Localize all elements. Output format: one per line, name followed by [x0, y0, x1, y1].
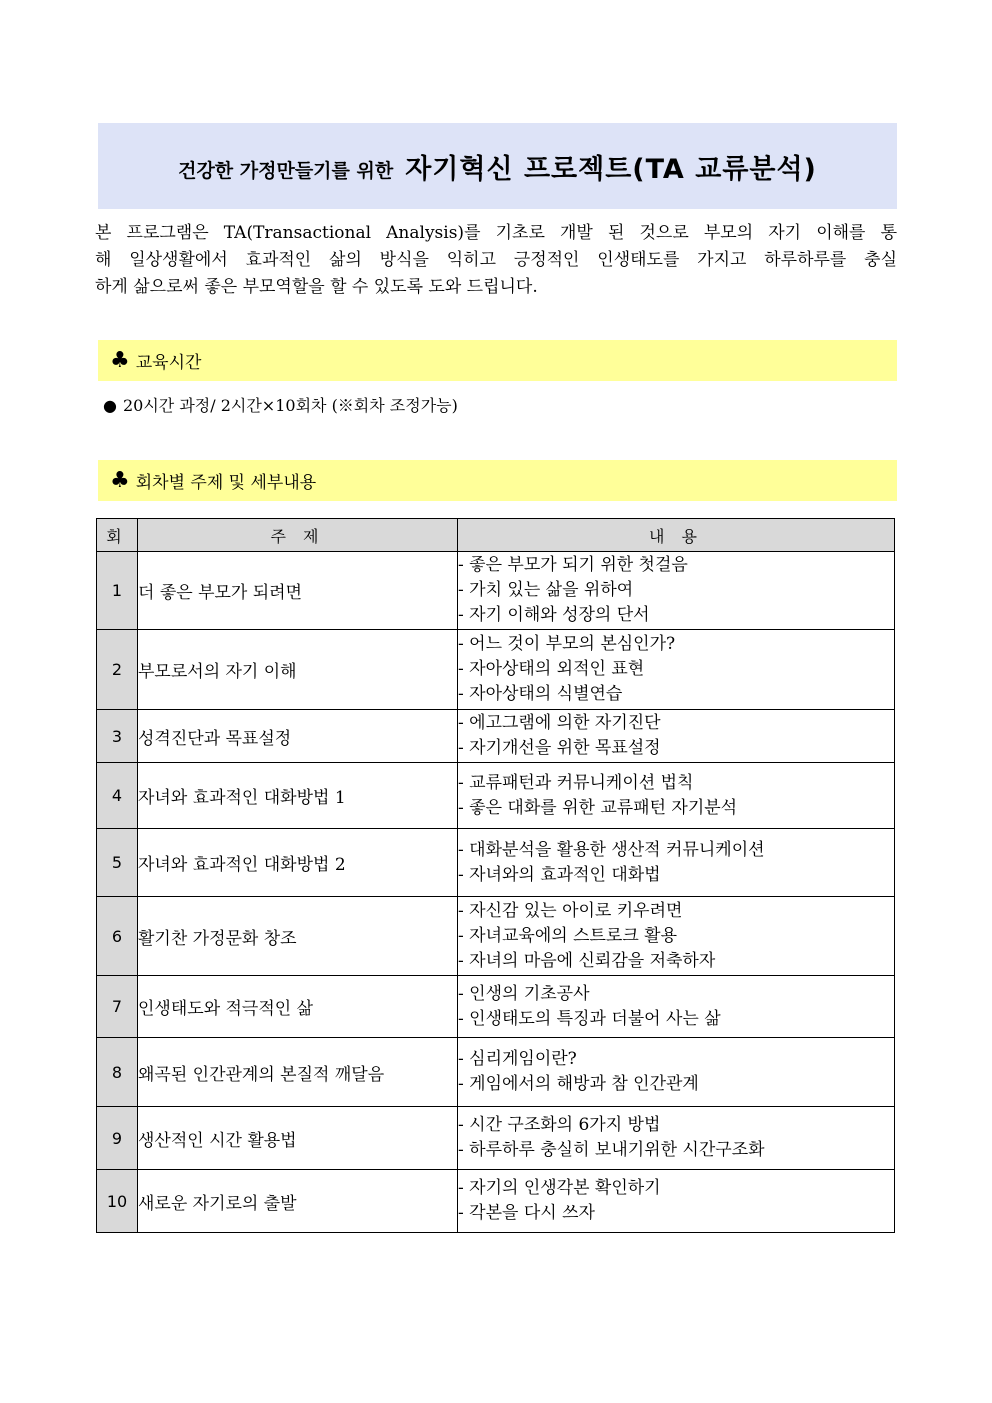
section-schedule [98, 460, 897, 501]
session-content [458, 630, 895, 710]
title-banner [98, 123, 897, 209]
content-item: - 자기개선을 위한 목표설정 [458, 738, 661, 758]
table-row [97, 829, 895, 897]
session-number: 9 [97, 1107, 138, 1170]
session-content [458, 552, 895, 630]
session-topic: 자녀와 효과적인 대화방법 2 [138, 829, 458, 897]
header-content: 내 용 [458, 519, 895, 552]
content-item: - 좋은 대화를 위한 교류패턴 자기분석 [458, 797, 738, 818]
session-content [458, 710, 895, 763]
content-item: - 자아상태의 식별연습 [458, 684, 623, 704]
session-content [458, 1038, 895, 1107]
intro-line: 해 일상생활에서 효과적인 삶의 방식을 익히고 긍정적인 인생태도를 가지고 하루하루를 충실 [95, 250, 897, 270]
session-content [458, 976, 895, 1038]
session-topic: 활기찬 가정문화 창조 [138, 897, 458, 976]
session-content [458, 1107, 895, 1170]
section-education-time [98, 340, 897, 381]
session-content [458, 763, 895, 829]
content-item: - 좋은 부모가 되기 위한 첫걸음 [458, 555, 688, 575]
content-item: - 가치 있는 삶을 위하여 [458, 580, 634, 600]
table-row [97, 630, 895, 710]
bullet-icon: ● [103, 396, 117, 415]
club-icon: ♣ [110, 348, 130, 373]
table-row [97, 710, 895, 763]
table-row [97, 1107, 895, 1170]
session-topic: 성격진단과 목표설정 [138, 710, 458, 763]
session-content [458, 897, 895, 976]
table-header-row [97, 519, 895, 552]
section-label: 교육시간 [135, 353, 202, 373]
table-row [97, 897, 895, 976]
content-item: - 자기의 인생각본 확인하기 [458, 1178, 661, 1198]
page-title: 자기혁신 프로젝트(TA 교류분석) [405, 153, 817, 185]
content-item: - 자기 이해와 성장의 단서 [458, 605, 650, 625]
session-topic: 새로운 자기로의 출발 [138, 1170, 458, 1233]
session-number: 5 [97, 829, 138, 897]
content-item: - 자녀교육에의 스트로크 활용 [458, 925, 678, 946]
session-number: 2 [97, 630, 138, 710]
session-number: 3 [97, 710, 138, 763]
club-icon: ♣ [110, 468, 130, 493]
session-topic: 인생태도와 적극적인 삶 [138, 976, 458, 1038]
content-item: - 인생태도의 특징과 더불어 사는 삶 [458, 1008, 721, 1029]
session-number: 8 [97, 1038, 138, 1107]
education-detail-text: 20시간 과정/ 2시간×10회차 (※회차 조정가능) [122, 396, 458, 415]
content-item: - 하루하루 충실히 보내기위한 시간구조화 [458, 1140, 765, 1160]
session-number: 4 [97, 763, 138, 829]
session-topic: 왜곡된 인간관계의 본질적 깨달음 [138, 1038, 458, 1107]
schedule-table [96, 518, 895, 1233]
table-row [97, 763, 895, 829]
table-row [97, 1038, 895, 1107]
intro-line: 하게 삶으로써 좋은 부모역할을 할 수 있도록 도와 드립니다. [95, 277, 538, 297]
content-item: - 대화분석을 활용한 생산적 커뮤니케이션 [458, 839, 765, 860]
session-number: 10 [97, 1170, 138, 1233]
content-item: - 어느 것이 부모의 본심인가? [458, 634, 676, 654]
section-label: 회차별 주제 및 세부내용 [135, 473, 317, 493]
session-topic: 생산적인 시간 활용법 [138, 1107, 458, 1170]
session-topic: 부모로서의 자기 이해 [138, 630, 458, 710]
intro-paragraph [95, 220, 897, 301]
content-item: - 자녀와의 효과적인 대화법 [458, 864, 661, 885]
table-row [97, 1170, 895, 1233]
education-detail [103, 393, 458, 416]
content-item: - 교류패턴과 커뮤니케이션 법칙 [458, 772, 694, 793]
content-item: - 인생의 기초공사 [458, 983, 590, 1004]
table-row [97, 976, 895, 1038]
content-item: - 자녀의 마음에 신뢰감을 저축하자 [458, 950, 716, 971]
content-item: - 시간 구조화의 6가지 방법 [458, 1115, 661, 1135]
session-content [458, 829, 895, 897]
content-item: - 에고그램에 의한 자기진단 [458, 713, 661, 733]
intro-line: 본 프로그램은 TA(Transactional Analysis)를 기초로 개발 된 것으로 부모의 자기 이해를 통 [95, 223, 897, 243]
content-item: - 자신감 있는 아이로 키우려면 [458, 900, 683, 921]
session-topic: 더 좋은 부모가 되려면 [138, 552, 458, 630]
session-number: 6 [97, 897, 138, 976]
header-topic: 주 제 [138, 519, 458, 552]
content-item: - 자아상태의 외적인 표현 [458, 659, 645, 679]
table-row [97, 552, 895, 630]
session-number: 1 [97, 552, 138, 630]
content-item: - 게임에서의 해방과 참 인간관계 [458, 1074, 699, 1094]
content-item: - 각본을 다시 쓰자 [458, 1203, 595, 1223]
session-topic: 자녀와 효과적인 대화방법 1 [138, 763, 458, 829]
content-item: - 심리게임이란? [458, 1049, 577, 1069]
session-number: 7 [97, 976, 138, 1038]
header-session: 회 [97, 519, 138, 552]
session-content [458, 1170, 895, 1233]
title-prefix: 건강한 가정만들기를 위한 [178, 159, 394, 182]
